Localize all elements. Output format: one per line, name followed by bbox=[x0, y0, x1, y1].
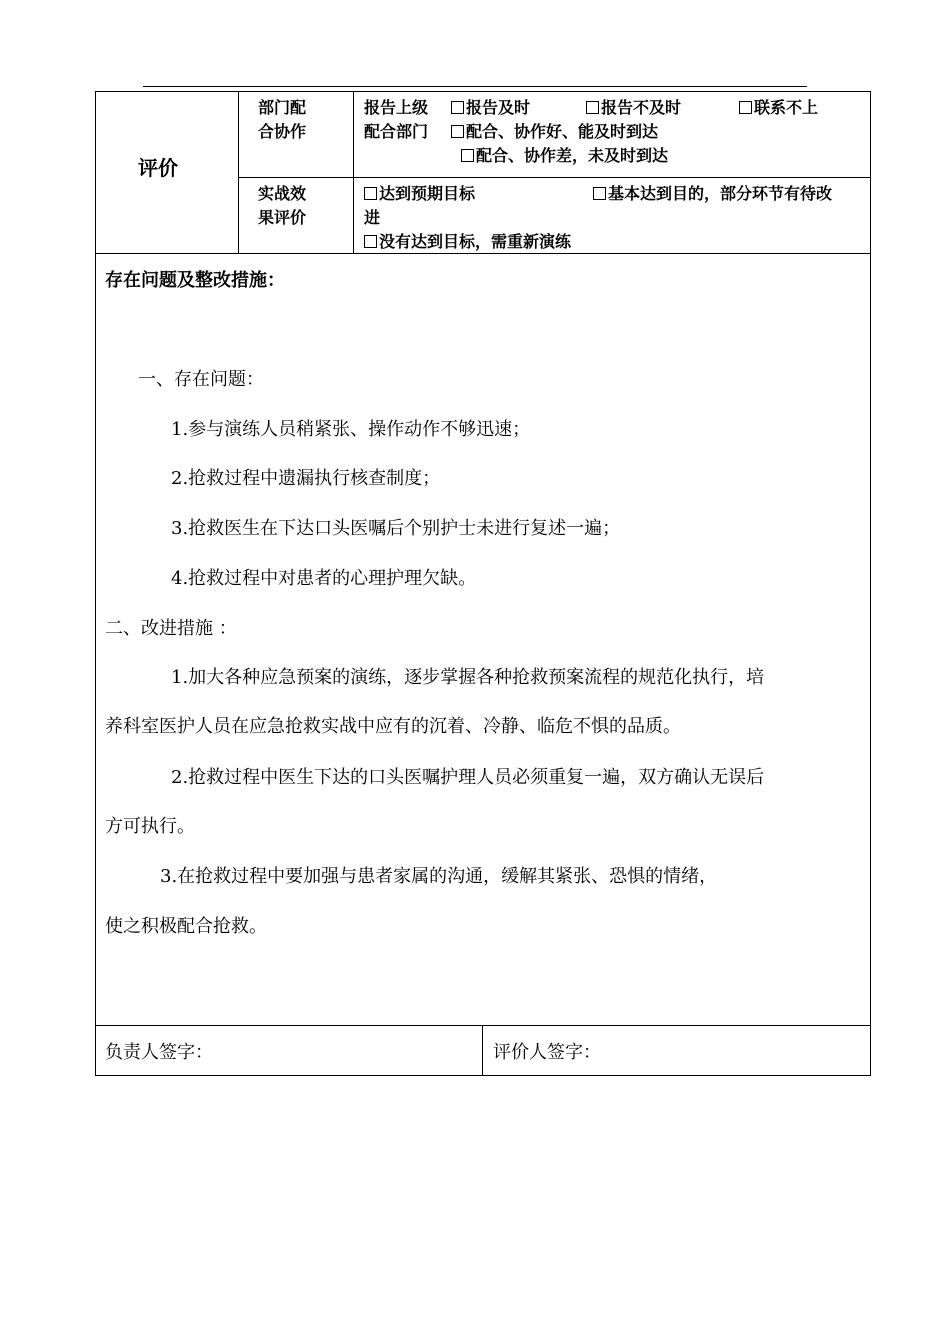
list-item: 养科室医护人员在应急抢救实战中应有的沉着、冷静、临危不惧的品质。 bbox=[105, 716, 681, 737]
report-label: 报告上级 bbox=[364, 98, 429, 117]
problems-heading: 一、存在问题： bbox=[138, 369, 264, 390]
option-coop-poor[interactable]: 配合、协作差，未及时到达 bbox=[461, 144, 668, 168]
option-goal-partially-met-cont: 进 bbox=[364, 208, 381, 227]
checkbox-icon bbox=[593, 187, 606, 200]
option-unreachable[interactable]: 联系不上 bbox=[739, 96, 818, 120]
checkbox-icon bbox=[739, 101, 752, 114]
list-item: 3.在抢救过程中要加强与患者家属的沟通，缓解其紧张、恐惧的情绪， bbox=[160, 866, 718, 887]
option-goal-met[interactable]: 达到预期目标 bbox=[364, 182, 475, 206]
coop-label: 配合部门 bbox=[364, 122, 429, 141]
dept-coordination-label: 部门配 bbox=[258, 98, 307, 117]
table-divider bbox=[482, 1025, 483, 1075]
header-rule bbox=[143, 86, 807, 87]
checkbox-icon bbox=[451, 101, 464, 114]
checkbox-icon bbox=[461, 149, 474, 162]
list-item: 使之积极配合抢救。 bbox=[105, 916, 267, 937]
checkbox-icon bbox=[451, 125, 464, 138]
list-item: 4.抢救过程中对患者的心理护理欠缺。 bbox=[171, 568, 477, 589]
list-item: 2.抢救过程中医生下达的口头医嘱护理人员必须重复一遍，双方确认无误后 bbox=[171, 767, 765, 788]
dept-coordination-label: 合协作 bbox=[258, 122, 307, 141]
checkbox-icon bbox=[364, 187, 377, 200]
option-goal-partially-met[interactable]: 基本达到目的，部分环节有待改 bbox=[593, 182, 832, 206]
measures-heading: 二、改进措施 ： bbox=[105, 618, 237, 639]
option-coop-good[interactable]: 配合、协作好、能及时到达 bbox=[451, 120, 658, 144]
table-divider bbox=[238, 92, 239, 254]
table-divider bbox=[238, 177, 870, 178]
evaluation-label: 评价 bbox=[138, 156, 178, 180]
evaluator-signature-field[interactable]: 评价人签字： bbox=[493, 1042, 601, 1063]
list-item: 3.抢救医生在下达口头医嘱后个别护士未进行复述一遍； bbox=[171, 518, 621, 539]
list-item: 方可执行。 bbox=[105, 816, 195, 837]
table-divider bbox=[96, 1025, 870, 1026]
responsible-signature-field[interactable]: 负责人签字： bbox=[105, 1042, 213, 1063]
list-item: 2.抢救过程中遗漏执行核查制度； bbox=[171, 468, 441, 489]
option-report-timely[interactable]: 报告及时 bbox=[451, 96, 530, 120]
option-goal-not-met[interactable]: 没有达到目标，需重新演练 bbox=[364, 230, 571, 254]
effect-evaluation-label: 果评价 bbox=[258, 208, 307, 227]
effect-evaluation-label: 实战效 bbox=[258, 184, 307, 203]
checkbox-icon bbox=[364, 235, 377, 248]
option-report-late[interactable]: 报告不及时 bbox=[586, 96, 681, 120]
list-item: 1.加大各种应急预案的演练，逐步掌握各种抢救预案流程的规范化执行，培 bbox=[171, 667, 765, 688]
checkbox-icon bbox=[586, 101, 599, 114]
problems-section-title: 存在问题及整改措施： bbox=[105, 270, 285, 291]
table-divider bbox=[353, 92, 354, 254]
list-item: 1.参与演练人员稍紧张、操作动作不够迅速； bbox=[171, 419, 531, 440]
